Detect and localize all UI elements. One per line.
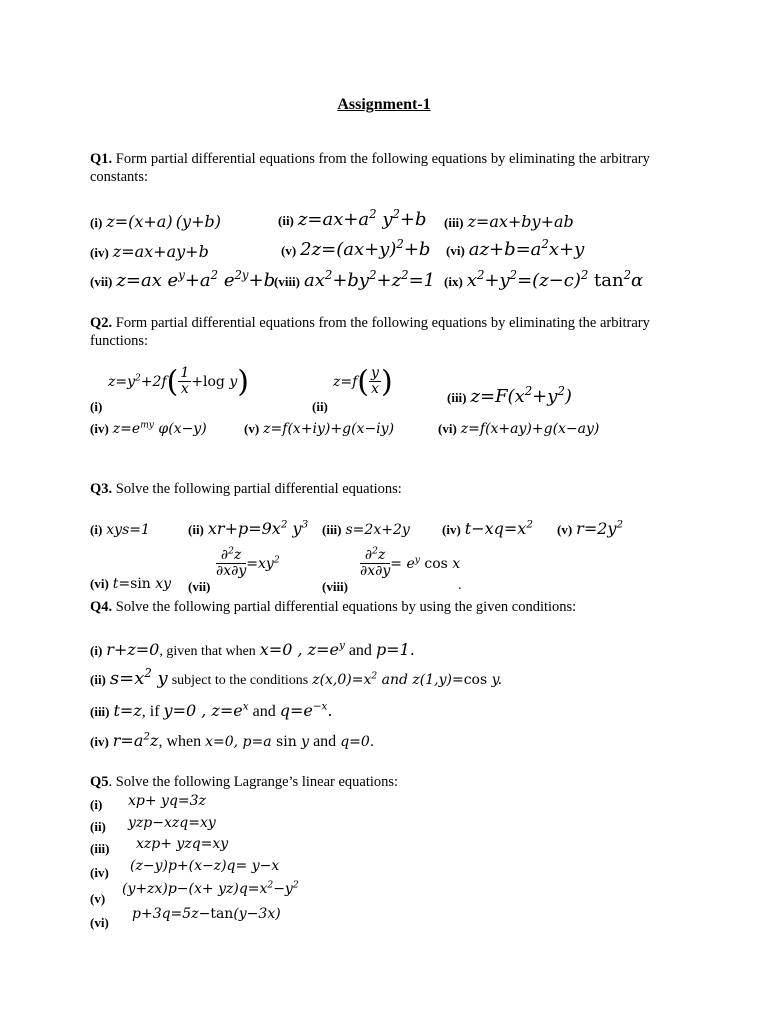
q3-text: Solve the following partial differential equations:	[115, 481, 402, 497]
q5-number: Q5	[90, 774, 109, 790]
q1-item-ix: (ix) $x^2+y^2=(z-c)^2$ $\tan^2\alpha$	[444, 268, 644, 291]
q5-item-i: xp+ yq=3z	[128, 793, 206, 809]
q2-item-iii: (iii) $z=F(x^2+y^2)$	[447, 384, 572, 407]
assignment-title: Assignment-1	[337, 96, 431, 113]
q5-item-i-label: (i)	[90, 797, 103, 812]
q5-item-vi-label: (vi)	[90, 915, 109, 930]
q5-item-v-label: (v)	[90, 891, 106, 906]
q4-item-i: (i) r+z=0, given that when x=0 , $z=e^y$ and p=1.	[90, 639, 415, 659]
q2-item-vi: (vi) z=f(x+ay)+g(x−ay)	[438, 421, 600, 437]
q4-number: Q4.	[90, 599, 113, 615]
q1-prompt	[90, 150, 682, 186]
q5-text: . Solve the following Lagrange’s linear equations:	[108, 774, 399, 790]
q2-item-i-label: (i)	[90, 399, 103, 414]
q2-text: Form partial differential equations from the following equations by eliminating the arbitrary functions:	[90, 315, 650, 349]
q4-item-ii: (ii) $s=x^2$ y subject to the conditions $z(x,0)=x^2$ and z(1,y)=cos y.	[90, 666, 503, 689]
q5-item-iii-label: (iii)	[90, 841, 110, 856]
q5-prompt	[90, 773, 682, 791]
q5-item-iv-label: (iv)	[90, 865, 109, 880]
q1-item-vii: (vii) z=ax $e^y+a^2$ $e^{2y}+b$	[90, 268, 276, 291]
q3-item-v: (v) $r=2y^2$	[557, 518, 624, 538]
q3-item-i: (i) xys=1	[90, 522, 150, 538]
q2-item-ii-label: (ii)	[312, 399, 328, 414]
q5-item-ii: yzp−xzq=xy	[128, 815, 216, 831]
q5-item-vi: p+3q=5z−tan(y−3x)	[132, 906, 281, 922]
q3-item-ii: (ii) $xr+p=9x^2$ $y^3$	[188, 518, 309, 538]
q2-prompt	[90, 314, 682, 350]
q3-trailing-dot: .	[458, 578, 462, 593]
q2-item-v: (v) z=f(x+iy)+g(x−iy)	[244, 421, 395, 437]
q1-item-iv: (iv) z=ax+ay+b	[90, 242, 209, 261]
q4-item-iii: (iii) t=z, if y=0 , $z=e^x$ and $q=e^{-x}$.	[90, 700, 333, 720]
q3-item-vii-label: (vii)	[188, 579, 211, 594]
q5-item-iv: (z−y)p+(x−z)q= y−x	[130, 858, 280, 874]
q2-item-iv: (iv) $z=e^{my}$ φ(x−y)	[90, 420, 207, 437]
q1-text: Form partial differential equations from the following equations by eliminating the arbitrary constants:	[90, 151, 650, 185]
q2-item-i: $z=y^2+2f$( $\frac{1}{x}$ +log y)	[108, 364, 249, 399]
q1-item-i: (i) z=(x+a) (y+b)	[90, 212, 221, 231]
q2-number: Q2.	[90, 315, 113, 331]
q3-item-viii-label: (viii)	[322, 579, 348, 594]
q3-item-vi: (vi) t=sin xy	[90, 576, 172, 592]
q3-prompt	[90, 480, 682, 498]
q1-item-vi: (vi) $az+b=a^2x+y$	[446, 237, 585, 260]
q1-item-viii: (viii) $ax^2+by^2+z^2=1$	[274, 268, 436, 291]
q4-prompt	[90, 598, 682, 616]
q3-item-iv: (iv) $t-xq=x^2$	[442, 518, 533, 538]
q5-item-iii: xzp+ yzq=xy	[136, 836, 229, 852]
q1-item-iii: (iii) z=ax+by+ab	[444, 212, 574, 231]
q1-item-ii: (ii) $z=ax+a^2$ $y^2+b$	[278, 207, 427, 230]
q4-text: Solve the following partial differential equations by using the given conditions:	[115, 599, 577, 615]
q3-number: Q3.	[90, 481, 113, 497]
q4-item-iv: (iv) $r=a^2z$, when x=0, p=a sin y and q=0.	[90, 730, 375, 750]
q5-item-v: $(y+zx)p-(x+ yz)q=x^2-y^2$	[122, 880, 299, 897]
q3-item-iii: (iii) s=2x+2y	[322, 522, 410, 538]
q3-item-vii: $\frac{\partial^2z}{\partial x\partial y}$ $=xy^2$	[216, 546, 280, 579]
q2-item-ii: z=f( $\frac{y}{x}$ )	[333, 364, 393, 399]
q5-item-ii-label: (ii)	[90, 819, 106, 834]
q1-number: Q1.	[90, 151, 113, 167]
q3-item-viii: $\frac{\partial^2z}{\partial x\partial y}$ = $e^y$ cos x	[360, 546, 461, 579]
q1-item-v: (v) $2z=(ax+y)^2+b$	[281, 237, 431, 260]
